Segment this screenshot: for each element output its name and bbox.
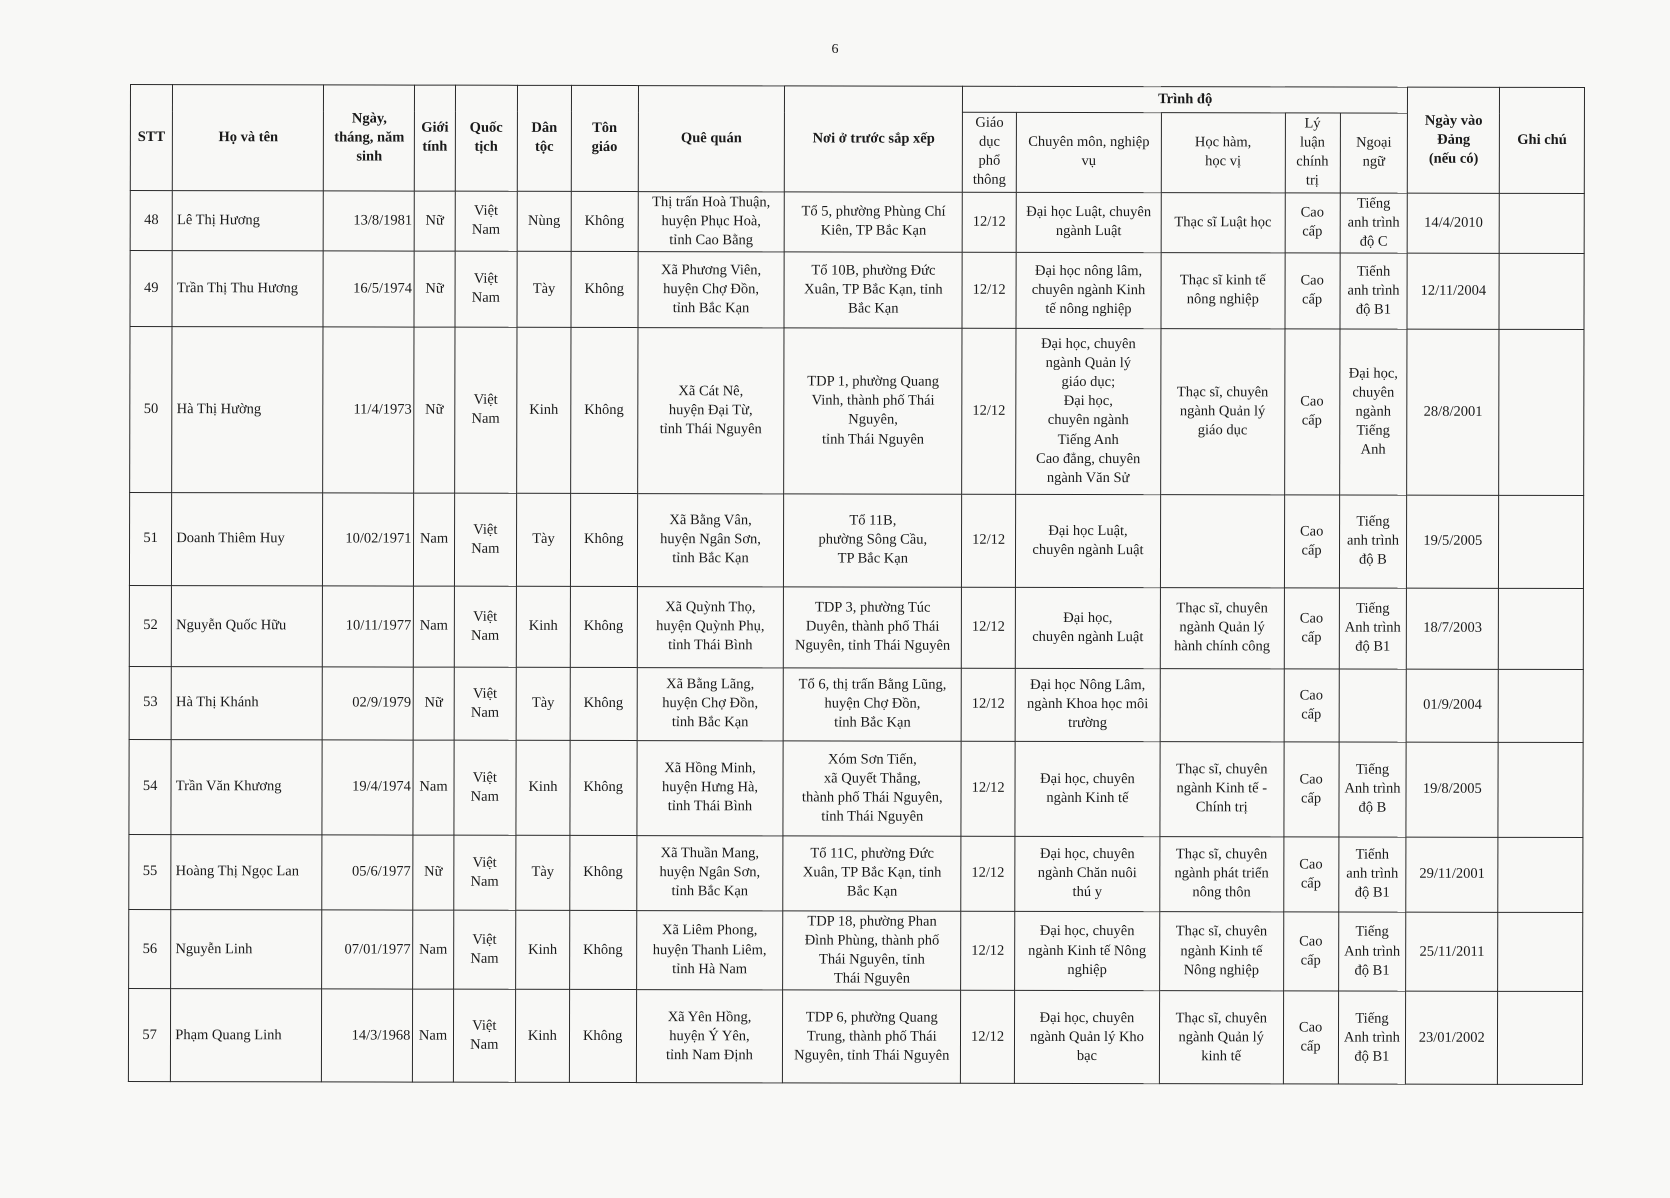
table-body xyxy=(128,190,1584,1085)
cell-ethnicity: Kinh xyxy=(517,327,571,493)
cell-general-education: 12/12 xyxy=(962,192,1016,252)
header-academic-degree: Học hàm, học vị xyxy=(1161,113,1285,193)
cell-name: Hà Thị Khánh xyxy=(171,666,322,739)
cell-party-date: 19/8/2005 xyxy=(1406,742,1498,837)
cell-name: Hoàng Thị Ngọc Lan xyxy=(171,834,322,909)
table-row xyxy=(129,739,1583,837)
cell-hometown: Xã Hồng Minh, huyện Hưng Hà, tỉnh Thái Bình xyxy=(636,740,783,835)
cell-nationality: Việt Nam xyxy=(455,251,518,327)
cell-stt: 56 xyxy=(129,909,171,989)
header-qualification-group: Trình độ xyxy=(963,86,1408,113)
personnel-table xyxy=(128,84,1585,1085)
cell-stt: 51 xyxy=(129,492,171,585)
cell-nationality: Việt Nam xyxy=(454,740,517,835)
header-stt: STT xyxy=(130,85,173,191)
cell-ethnicity: Tày xyxy=(516,493,570,586)
cell-political-theory: Cao cấp xyxy=(1284,588,1339,669)
cell-general-education: 12/12 xyxy=(961,587,1015,668)
header-nationality: Quốc tịch xyxy=(455,85,518,191)
cell-dob: 10/11/1977 xyxy=(323,586,414,667)
cell-academic-degree: Thạc sĩ kinh tế nông nghiệp xyxy=(1161,253,1285,329)
header-ethnicity: Dân tộc xyxy=(517,85,571,191)
header-party-date: Ngày vào Đảng (nếu có) xyxy=(1408,87,1500,193)
cell-note xyxy=(1499,588,1584,669)
header-foreign-language: Ngoại ngữ xyxy=(1340,113,1408,193)
cell-stt: 57 xyxy=(128,989,170,1082)
cell-name: Doanh Thiêm Huy xyxy=(172,492,323,585)
cell-hometown: Xã Cát Nê, huyện Đại Từ, tỉnh Thái Nguyên xyxy=(637,327,784,493)
cell-name: Trần Văn Khương xyxy=(171,739,322,834)
cell-party-date: 14/4/2010 xyxy=(1407,193,1499,254)
cell-specialty: Đại học, chuyên ngành Quản lý Kho bạc xyxy=(1014,991,1159,1084)
cell-academic-degree: Thạc sĩ, chuyên ngành Kinh tế Nông nghiệp xyxy=(1159,912,1283,992)
table-header xyxy=(130,85,1584,194)
cell-gender: Nam xyxy=(413,989,453,1082)
cell-general-education: 12/12 xyxy=(961,836,1015,911)
cell-name: Nguyễn Quốc Hữu xyxy=(172,585,323,666)
cell-ethnicity: Tày xyxy=(516,835,570,910)
cell-specialty: Đại học Luật, chuyên ngành Luật xyxy=(1015,494,1160,587)
cell-gender: Nữ xyxy=(414,667,454,740)
cell-dob: 14/3/1968 xyxy=(322,989,413,1082)
table-row xyxy=(129,666,1583,742)
cell-academic-degree: Thạc sĩ Luật học xyxy=(1161,192,1285,253)
cell-nationality: Việt Nam xyxy=(454,327,517,493)
cell-specialty: Đại học, chuyên ngành Quản lý giáo dục; Đại học, chuyên ngành Tiếng Anh Cao đẳng, chuyên ngành Văn Sử xyxy=(1016,328,1161,494)
cell-foreign-language: Tiếnh anh trình độ B1 xyxy=(1338,837,1406,912)
cell-academic-degree: Thạc sĩ, chuyên ngành phát triển nông thôn xyxy=(1160,837,1284,912)
cell-residence: TDP 6, phường Quang Trung, thành phố Thái Nguyên, tỉnh Thái Nguyên xyxy=(783,990,961,1083)
table-row xyxy=(130,326,1584,495)
cell-note xyxy=(1498,992,1583,1085)
cell-residence: TDP 18, phường Phan Đình Phùng, thành phố Thái Nguyên, tỉnh Thái Nguyên xyxy=(783,911,961,991)
cell-specialty: Đại học, chuyên ngành Kinh tế xyxy=(1015,741,1160,836)
cell-specialty: Đại học Nông Lâm, ngành Khoa học môi trường xyxy=(1015,668,1160,741)
cell-dob: 19/4/1974 xyxy=(322,740,413,835)
table-row xyxy=(129,909,1583,992)
cell-political-theory: Cao cấp xyxy=(1283,991,1338,1084)
cell-specialty: Đại học, chuyên ngành Kinh tế Nông nghiệp xyxy=(1015,911,1160,991)
cell-gender: Nam xyxy=(413,910,453,990)
cell-stt: 49 xyxy=(130,250,172,326)
cell-note xyxy=(1498,669,1583,742)
cell-religion: Không xyxy=(570,740,637,835)
cell-gender: Nữ xyxy=(414,327,455,493)
cell-gender: Nữ xyxy=(414,251,454,327)
cell-hometown: Xã Bằng Vân, huyện Ngân Sơn, tỉnh Bắc Kạn xyxy=(637,493,784,586)
cell-religion: Không xyxy=(570,835,637,910)
cell-dob: 13/8/1981 xyxy=(324,190,415,251)
cell-ethnicity: Kinh xyxy=(516,740,570,835)
cell-nationality: Việt Nam xyxy=(455,191,518,252)
cell-note xyxy=(1499,495,1584,588)
cell-hometown: Xã Quỳnh Thọ, huyện Quỳnh Phụ, tỉnh Thái Bình xyxy=(637,586,784,667)
cell-religion: Không xyxy=(570,493,637,586)
cell-name: Nguyễn Linh xyxy=(171,909,322,989)
cell-foreign-language: Đại học, chuyên ngành Tiếng Anh xyxy=(1339,329,1407,495)
header-note: Ghi chú xyxy=(1500,87,1585,193)
cell-dob: 11/4/1973 xyxy=(323,327,414,493)
cell-political-theory: Cao cấp xyxy=(1284,495,1339,588)
cell-residence: Tổ 6, thị trấn Bằng Lũng, huyện Chợ Đồn, tỉnh Bắc Kạn xyxy=(784,668,962,741)
cell-nationality: Việt Nam xyxy=(454,493,517,586)
cell-party-date: 28/8/2001 xyxy=(1407,329,1499,495)
header-political-theory: Lý luận chính trị xyxy=(1285,113,1340,193)
page-number: 6 xyxy=(831,42,839,57)
cell-general-education: 12/12 xyxy=(962,494,1016,587)
cell-academic-degree: Thạc sĩ, chuyên ngành Quản lý giáo dục xyxy=(1161,329,1285,495)
cell-stt: 50 xyxy=(130,326,173,492)
cell-religion: Không xyxy=(569,990,636,1083)
cell-hometown: Xã Liêm Phong, huyện Thanh Liêm, tỉnh Hà Nam xyxy=(636,910,783,990)
cell-general-education: 12/12 xyxy=(961,991,1015,1084)
cell-political-theory: Cao cấp xyxy=(1285,192,1340,252)
table-row xyxy=(129,585,1583,669)
cell-foreign-language: Tiếng Anh trình độ B1 xyxy=(1338,991,1406,1084)
cell-residence: Tổ 5, phường Phùng Chí Kiên, TP Bắc Kạn xyxy=(785,191,963,252)
cell-residence: Tổ 10B, phường Đức Xuân, TP Bắc Kạn, tỉnh Bắc Kạn xyxy=(784,252,962,328)
cell-general-education: 12/12 xyxy=(961,668,1015,741)
cell-party-date: 12/11/2004 xyxy=(1407,253,1499,329)
cell-religion: Không xyxy=(571,251,638,327)
cell-stt: 48 xyxy=(130,190,172,250)
cell-political-theory: Cao cấp xyxy=(1284,669,1339,742)
cell-political-theory: Cao cấp xyxy=(1285,253,1340,329)
cell-stt: 52 xyxy=(129,585,171,666)
cell-ethnicity: Nùng xyxy=(517,191,571,251)
cell-name: Trần Thị Thu Hương xyxy=(172,250,323,326)
cell-party-date: 29/11/2001 xyxy=(1406,837,1498,912)
cell-gender: Nữ xyxy=(413,835,453,910)
cell-dob: 02/9/1979 xyxy=(323,667,414,740)
cell-nationality: Việt Nam xyxy=(454,667,517,740)
cell-foreign-language: Tiếng anh trình độ C xyxy=(1340,193,1408,254)
cell-dob: 07/01/1977 xyxy=(322,910,413,990)
cell-general-education: 12/12 xyxy=(962,328,1016,494)
header-name: Họ và tên xyxy=(173,85,324,191)
cell-specialty: Đại học nông lâm, chuyên ngành Kinh tế nông nghiệp xyxy=(1016,252,1161,328)
cell-party-date: 18/7/2003 xyxy=(1407,588,1499,669)
cell-religion: Không xyxy=(570,667,637,740)
cell-ethnicity: Tày xyxy=(516,667,570,740)
cell-stt: 53 xyxy=(129,666,171,739)
cell-residence: TDP 1, phường Quang Vinh, thành phố Thái Nguyên, tỉnh Thái Nguyên xyxy=(784,328,962,494)
cell-note xyxy=(1498,837,1583,912)
cell-dob: 05/6/1977 xyxy=(322,835,413,910)
table-row xyxy=(130,250,1584,329)
cell-gender: Nam xyxy=(414,586,454,667)
cell-religion: Không xyxy=(571,191,638,252)
cell-note xyxy=(1499,193,1584,254)
cell-dob: 10/02/1971 xyxy=(323,493,414,586)
cell-hometown: Thị trấn Hoà Thuận, huyện Phục Hoà, tỉnh Cao Bằng xyxy=(638,191,785,252)
cell-dob: 16/5/1974 xyxy=(323,251,414,327)
cell-nationality: Việt Nam xyxy=(454,586,517,667)
cell-specialty: Đại học Luật, chuyên ngành Luật xyxy=(1016,192,1161,253)
cell-hometown: Xã Bằng Lãng, huyện Chợ Đồn, tỉnh Bắc Kạn xyxy=(637,667,784,740)
cell-academic-degree xyxy=(1160,495,1284,588)
cell-residence: Tổ 11B, phường Sông Cầu, TP Bắc Kạn xyxy=(784,494,962,587)
cell-name: Hà Thị Hường xyxy=(172,326,324,492)
cell-note xyxy=(1498,742,1583,837)
cell-academic-degree xyxy=(1160,669,1284,742)
cell-gender: Nữ xyxy=(415,191,455,251)
header-gender: Giới tính xyxy=(415,85,455,191)
cell-note xyxy=(1499,253,1584,329)
cell-political-theory: Cao cấp xyxy=(1283,912,1338,992)
cell-name: Lê Thị Hương xyxy=(172,190,323,251)
cell-foreign-language xyxy=(1339,669,1407,742)
cell-note xyxy=(1498,912,1583,992)
header-dob: Ngày, tháng, năm sinh xyxy=(324,85,415,191)
cell-general-education: 12/12 xyxy=(962,252,1016,328)
cell-foreign-language: Tiếng Anh trình độ B xyxy=(1339,742,1407,837)
cell-foreign-language: Tiếnh anh trình độ B1 xyxy=(1340,253,1408,329)
cell-ethnicity: Tày xyxy=(517,251,571,327)
cell-hometown: Xã Yên Hồng, huyện Ý Yên, tỉnh Nam Định xyxy=(636,990,783,1083)
cell-hometown: Xã Thuần Mang, huyện Ngân Sơn, tỉnh Bắc Kạn xyxy=(636,835,783,910)
header-specialty: Chuyên môn, nghiệp vụ xyxy=(1016,112,1161,192)
cell-religion: Không xyxy=(571,327,638,493)
cell-residence: Tổ 11C, phường Đức Xuân, TP Bắc Kạn, tỉnh Bắc Kạn xyxy=(783,836,961,911)
header-hometown: Quê quán xyxy=(638,86,785,192)
cell-gender: Nam xyxy=(413,740,453,835)
cell-foreign-language: Tiếng anh trình độ B xyxy=(1339,495,1407,588)
cell-nationality: Việt Nam xyxy=(453,910,516,990)
cell-name: Phạm Quang Linh xyxy=(171,989,322,1082)
cell-ethnicity: Kinh xyxy=(515,990,569,1083)
cell-party-date: 19/5/2005 xyxy=(1407,495,1499,588)
cell-gender: Nam xyxy=(414,493,454,586)
header-religion: Tôn giáo xyxy=(571,85,638,191)
cell-party-date: 01/9/2004 xyxy=(1406,669,1498,742)
cell-note xyxy=(1499,329,1584,495)
cell-stt: 54 xyxy=(129,739,171,834)
cell-religion: Không xyxy=(570,586,637,667)
cell-stt: 55 xyxy=(129,834,171,909)
cell-academic-degree: Thạc sĩ, chuyên ngành Quản lý kinh tế xyxy=(1159,991,1283,1084)
cell-hometown: Xã Phương Viên, huyện Chợ Đồn, tỉnh Bắc Kạn xyxy=(637,251,784,327)
cell-political-theory: Cao cấp xyxy=(1284,742,1339,837)
cell-political-theory: Cao cấp xyxy=(1284,329,1339,495)
cell-academic-degree: Thạc sĩ, chuyên ngành Quản lý hành chính công xyxy=(1160,588,1284,669)
cell-nationality: Việt Nam xyxy=(453,835,516,910)
cell-political-theory: Cao cấp xyxy=(1283,837,1338,912)
cell-specialty: Đại học, chuyên ngành Chăn nuôi thú y xyxy=(1015,836,1160,911)
header-general-education: Giáo dục phổ thông xyxy=(962,112,1016,192)
cell-general-education: 12/12 xyxy=(961,911,1015,991)
table-row xyxy=(128,989,1582,1085)
table-row xyxy=(130,190,1584,253)
cell-foreign-language: Tiếng Anh trình độ B1 xyxy=(1338,912,1406,992)
cell-party-date: 25/11/2011 xyxy=(1406,912,1498,992)
cell-academic-degree: Thạc sĩ, chuyên ngành Kinh tế - Chính trị xyxy=(1160,742,1284,837)
cell-foreign-language: Tiếng Anh trình độ B1 xyxy=(1339,588,1407,669)
table-row xyxy=(129,834,1583,912)
cell-residence: TDP 3, phường Túc Duyên, thành phố Thái Nguyên, tỉnh Thái Nguyên xyxy=(784,587,962,668)
cell-religion: Không xyxy=(569,910,636,990)
cell-specialty: Đại học, chuyên ngành Luật xyxy=(1015,587,1160,668)
cell-nationality: Việt Nam xyxy=(453,990,516,1083)
cell-party-date: 23/01/2002 xyxy=(1406,992,1498,1085)
cell-residence: Xóm Sơn Tiến, xã Quyết Thắng, thành phố Thái Nguyên, tỉnh Thái Nguyên xyxy=(783,741,961,836)
header-residence: Nơi ở trước sắp xếp xyxy=(785,86,963,192)
cell-ethnicity: Kinh xyxy=(516,586,570,667)
cell-general-education: 12/12 xyxy=(961,741,1015,836)
table-row xyxy=(129,492,1583,588)
cell-ethnicity: Kinh xyxy=(516,910,570,990)
